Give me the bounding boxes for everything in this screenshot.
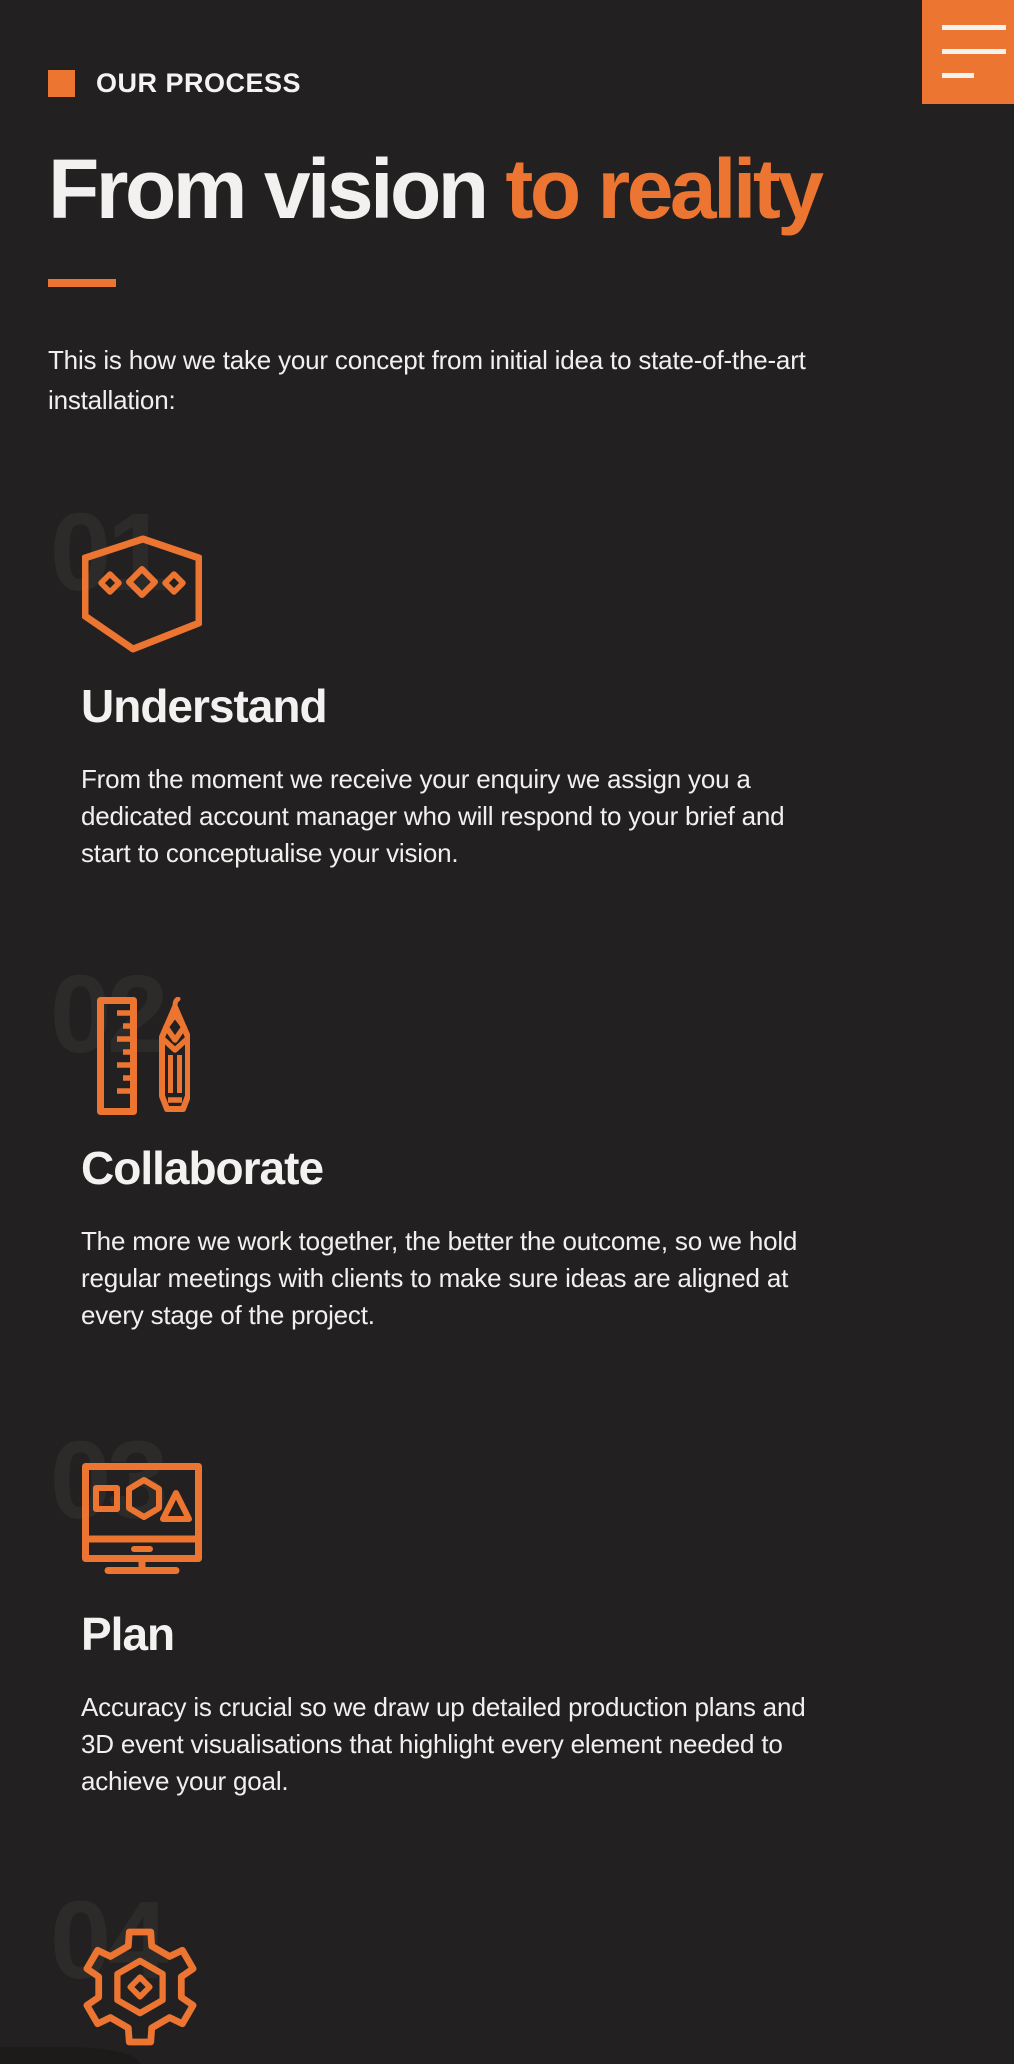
process-step-plan: [50, 1419, 974, 1883]
menu-button[interactable]: [922, 0, 1014, 104]
speech-bubble-icon: [82, 535, 202, 653]
step-description: Accuracy is crucial so we draw up detailed production plans and 3D event visualisations that highlight every element needed to achieve your goal.: [81, 1692, 806, 1796]
step-number: 03: [50, 1419, 165, 1542]
page-title-accent: to reality: [505, 142, 821, 236]
monitor-icon: [82, 1463, 202, 1577]
step-description: The more we work together, the better the outcome, so we hold regular meetings with clients to make sure ideas are aligned at every stage of the project.: [81, 1226, 798, 1330]
step-number: 02: [50, 953, 165, 1076]
process-step-understand: [50, 491, 974, 955]
eyebrow-label: OUR PROCESS: [96, 68, 302, 98]
eyebrow-square-icon: [48, 70, 75, 97]
process-step-collaborate: [50, 953, 974, 1417]
page-title-white: From vision: [48, 142, 506, 236]
title-divider: [48, 279, 116, 287]
ruler-pencil-icon: [97, 997, 190, 1119]
intro-text: This is how we take your concept from initial idea to state-of-the-art installation:: [48, 345, 806, 415]
hamburger-icon: [922, 0, 1014, 104]
step-title: Plan: [81, 1608, 175, 1660]
step-title: Collaborate: [81, 1142, 324, 1194]
step-number: 04: [50, 1879, 165, 2002]
page-title: [48, 142, 994, 236]
eyebrow: [48, 68, 301, 99]
gear-icon: [81, 1923, 199, 2051]
step-number: 01: [50, 491, 165, 614]
process-step-4: [50, 1879, 974, 2064]
step-description: From the moment we receive your enquiry we assign you a dedicated account manager who will respond to your brief and start to conceptualise your vision.: [81, 764, 785, 868]
step-title: Understand: [81, 680, 327, 732]
